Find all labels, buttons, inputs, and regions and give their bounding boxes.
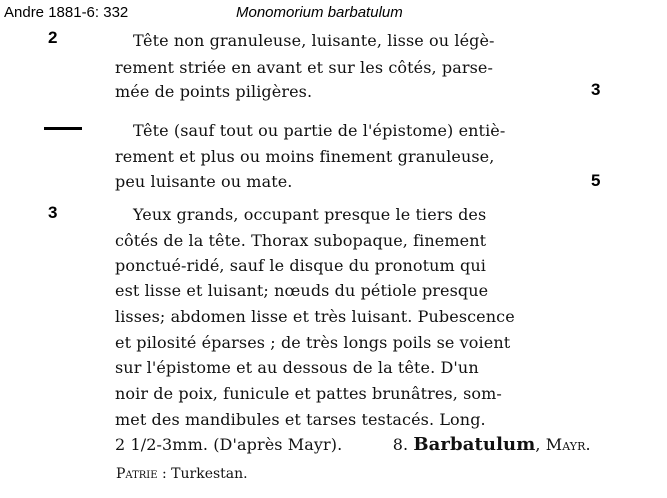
header-species: Monomorium barbatulum [236, 4, 403, 21]
header-reference: Andre 1881-6: 332 [4, 4, 129, 21]
text-line: met des mandibules et tarses testacés. Long. [115, 410, 486, 429]
text-line: et pilosité éparses ; de très longs poils se voient [115, 333, 511, 352]
lead-number: 5 [591, 171, 601, 190]
text-line: est lisse et luisant; nœuds du pétiole presque [115, 281, 489, 300]
text-line: peu luisante ou mate. [115, 172, 293, 191]
couplet-number: 2 [48, 28, 58, 47]
text-line: mée de points piligères. [115, 82, 313, 101]
patrie-value: Turkestan. [171, 466, 248, 482]
text-line: côtés de la tête. Thorax subopaque, finement [115, 231, 487, 250]
text-line: rement et plus ou moins finement granuleuse, [115, 147, 495, 166]
taxon-author: , Mayr. [535, 435, 591, 454]
text-line: ponctué-ridé, sauf le disque du pronotum qui [115, 256, 486, 275]
text-line: Yeux grands, occupant presque le tiers des [133, 205, 487, 224]
text-line: Tête non granuleuse, luisante, lisse ou légè- [133, 31, 495, 50]
measure-line [115, 433, 655, 456]
measure-text: 2 1/2-3mm. (D'après Mayr). [115, 435, 343, 454]
patrie-label: Patrie : [116, 466, 167, 482]
text-line: rement striée en avant et sur les côtés, parse- [115, 58, 494, 77]
text-line: noir de poix, funicule et pattes brunâtres, som- [115, 384, 502, 403]
lead-number: 3 [591, 80, 601, 99]
dash-marker [44, 127, 82, 130]
text-line: lisses; abdomen lisse et très luisant. Pubescence [115, 307, 515, 326]
text-line: Tête (sauf tout ou partie de l'épistome) entiè- [133, 121, 506, 140]
taxon-number: 8. [392, 435, 409, 454]
patrie-line [116, 466, 248, 482]
couplet-number: 3 [48, 203, 58, 222]
taxon-name: Barbatulum [413, 434, 536, 455]
text-line: sur l'épistome et au dessous de la tête. D'un [115, 358, 479, 377]
